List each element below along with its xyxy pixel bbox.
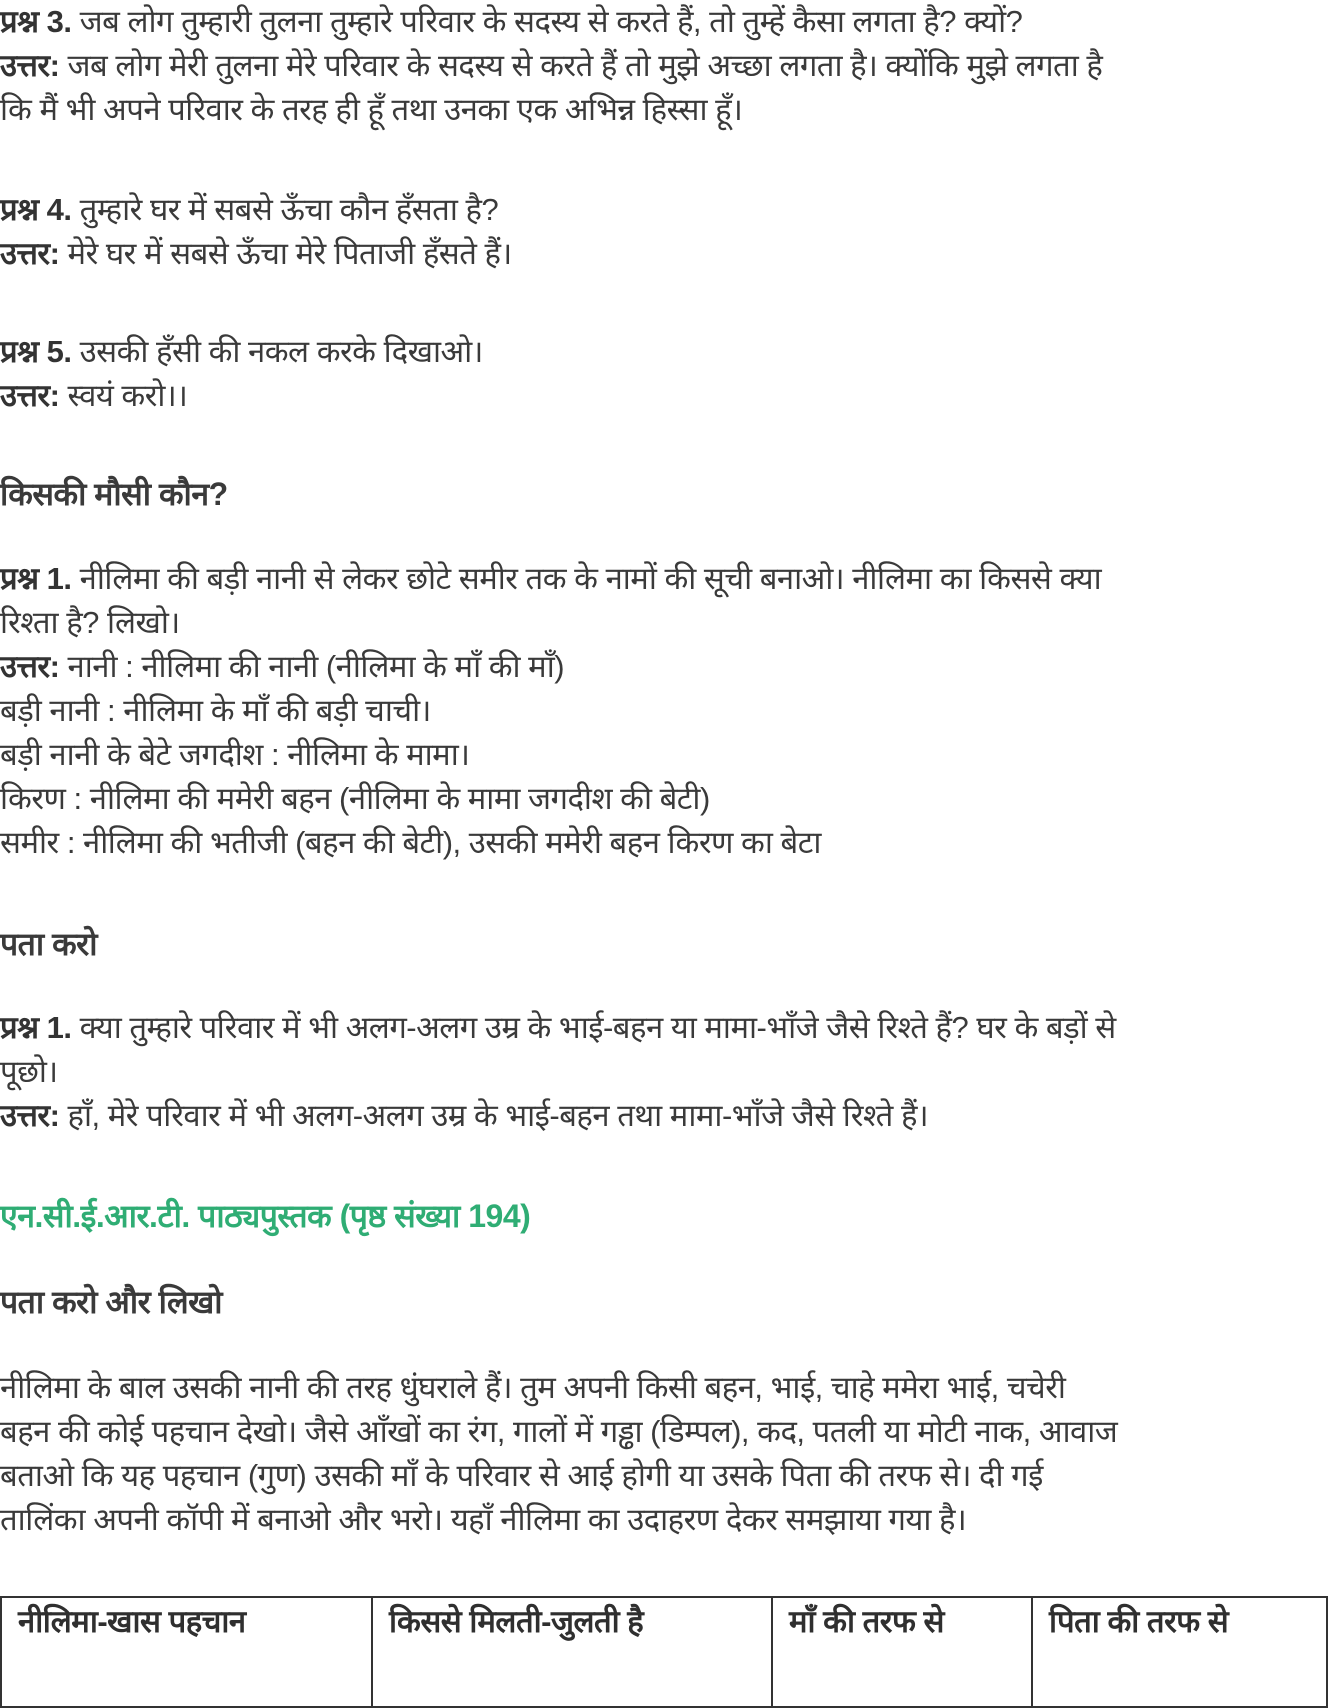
section-heading-mausi: [0, 472, 1328, 516]
s3-answer-1-label: उत्तर:: [0, 1098, 60, 1133]
question-4-text: तुम्हारे घर में सबसे ऊँचा कौन हँसता है?: [71, 192, 499, 227]
question-5-block: [0, 330, 1328, 418]
s2-answer-1-line-5: समीर : नीलिमा की भतीजी (बहन की बेटी), उसकी ममेरी बहन किरण का बेटा: [0, 825, 821, 860]
question-3-block: [0, 0, 1328, 132]
question-5-line: [0, 330, 1328, 374]
answer-5-line: [0, 374, 1328, 418]
question-4-label: प्रश्न 4.: [0, 192, 72, 227]
answer-4-label: उत्तर:: [0, 236, 60, 271]
question-4-block: [0, 188, 1328, 276]
answer-4-line: [0, 232, 1328, 276]
section-2-question-1-block: [0, 557, 1328, 865]
answer-3-line-2: कि मैं भी अपने परिवार के तरह ही हूँ तथा उनका एक अभिन्न हिस्सा हूँ।: [0, 92, 743, 127]
section-heading-pata-karo-text: पता करो: [0, 926, 98, 962]
question-3-line: [0, 0, 1328, 44]
s2-question-1-text-1: नीलिमा की बड़ी नानी से लेकर छोटे समीर तक के नामों की सूची बनाओ। नीलिमा का किससे क्या: [71, 561, 1102, 596]
s3-question-1-line-2: पूछो।: [0, 1054, 58, 1089]
s2-answer-1-label: उत्तर:: [0, 649, 60, 684]
paragraph-line-3: बताओ कि यह पहचान (गुण) उसकी माँ के परिवार से आई होगी या उसके पिता की तरफ से। दी गई: [0, 1458, 1043, 1493]
s2-answer-1-line-2: बड़ी नानी : नीलिमा के माँ की बड़ी चाची।: [0, 693, 431, 728]
question-3-text: जब लोग तुम्हारी तुलना तुम्हारे परिवार के सदस्य से करते हैं, तो तुम्हें कैसा लगता है? क्यों?: [71, 4, 1023, 39]
s3-question-1-label: प्रश्न 1.: [0, 1010, 72, 1045]
s2-question-1-line-2: रिश्ता है? लिखो।: [0, 605, 180, 640]
question-5-text: उसकी हँसी की नकल करके दिखाओ।: [71, 334, 483, 369]
question-4-line: [0, 188, 1328, 232]
s2-answer-1-line-1: [0, 645, 1328, 689]
s2-answer-1-line-4: किरण : नीलिमा की ममेरी बहन (नीलिमा के मामा जगदीश की बेटी): [0, 781, 710, 816]
s3-answer-1-text: हाँ, मेरे परिवार में भी अलग-अलग उम्र के भाई-बहन तथा मामा-भाँजे जैसे रिश्ते हैं।: [59, 1098, 929, 1133]
table-header-trait: नीलिमा-खास पहचान: [1, 1597, 372, 1707]
s2-answer-1-text-1: नानी : नीलिमा की नानी (नीलिमा के माँ की माँ): [59, 649, 565, 684]
paragraph-line-1: नीलिमा के बाल उसकी नानी की तरह धुंघराले हैं। तुम अपनी किसी बहन, भाई, चाहे ममेरा भाई, चचेरी: [0, 1370, 1066, 1405]
section-heading-mausi-text: किसकी मौसी कौन?: [0, 476, 228, 512]
ncert-textbook-heading-text: एन.सी.ई.आर.टी. पाठ्यपुस्तक (पृष्ठ संख्या 194): [0, 1198, 531, 1234]
s2-question-1-label: प्रश्न 1.: [0, 561, 72, 596]
answer-5-text: स्वयं करो।।: [59, 378, 188, 413]
s2-answer-1-line-3: बड़ी नानी के बेटे जगदीश : नीलिमा के मामा।: [0, 737, 470, 772]
section-heading-pata-karo-aur-likho-text: पता करो और लिखो: [0, 1284, 223, 1320]
answer-3-line-1: [0, 44, 1328, 88]
section-3-question-1-block: [0, 1006, 1328, 1138]
trait-table: [0, 1596, 1328, 1708]
answer-3-text-1: जब लोग मेरी तुलना मेरे परिवार के सदस्य से करते हैं तो मुझे अच्छा लगता है। क्योंकि मुझे लगता है: [59, 48, 1103, 83]
section-heading-pata-karo-aur-likho: [0, 1280, 1328, 1324]
ncert-textbook-heading: [0, 1194, 1328, 1238]
s3-answer-1-line: [0, 1094, 1328, 1138]
table-header-resembles: किससे मिलती-जुलती है: [372, 1597, 772, 1707]
question-3-label: प्रश्न 3.: [0, 4, 72, 39]
section-heading-pata-karo: [0, 922, 1328, 966]
instruction-paragraph: [0, 1366, 1328, 1542]
answer-4-text: मेरे घर में सबसे ऊँचा मेरे पिताजी हँसते हैं।: [59, 236, 512, 271]
paragraph-line-4: तालिंका अपनी कॉपी में बनाओ और भरो। यहाँ नीलिमा का उदाहरण देकर समझाया गया है।: [0, 1502, 967, 1537]
table-header-mother-side: माँ की तरफ से: [772, 1597, 1032, 1707]
paragraph-line-2: बहन की कोई पहचान देखो। जैसे आँखों का रंग, गालों में गड्ढा (डिम्पल), कद, पतली या मोटी नाक, आवाज: [0, 1414, 1118, 1449]
s3-question-1-line-1: [0, 1006, 1328, 1050]
table-header-father-side: पिता की तरफ से: [1032, 1597, 1327, 1707]
answer-3-label: उत्तर:: [0, 48, 60, 83]
table-header-row: [1, 1597, 1327, 1707]
answer-5-label: उत्तर:: [0, 378, 60, 413]
s3-question-1-text-1: क्या तुम्हारे परिवार में भी अलग-अलग उम्र के भाई-बहन या मामा-भाँजे जैसे रिश्ते हैं? घर के बड़ों से: [71, 1010, 1116, 1045]
s2-question-1-line-1: [0, 557, 1328, 601]
question-5-label: प्रश्न 5.: [0, 334, 72, 369]
